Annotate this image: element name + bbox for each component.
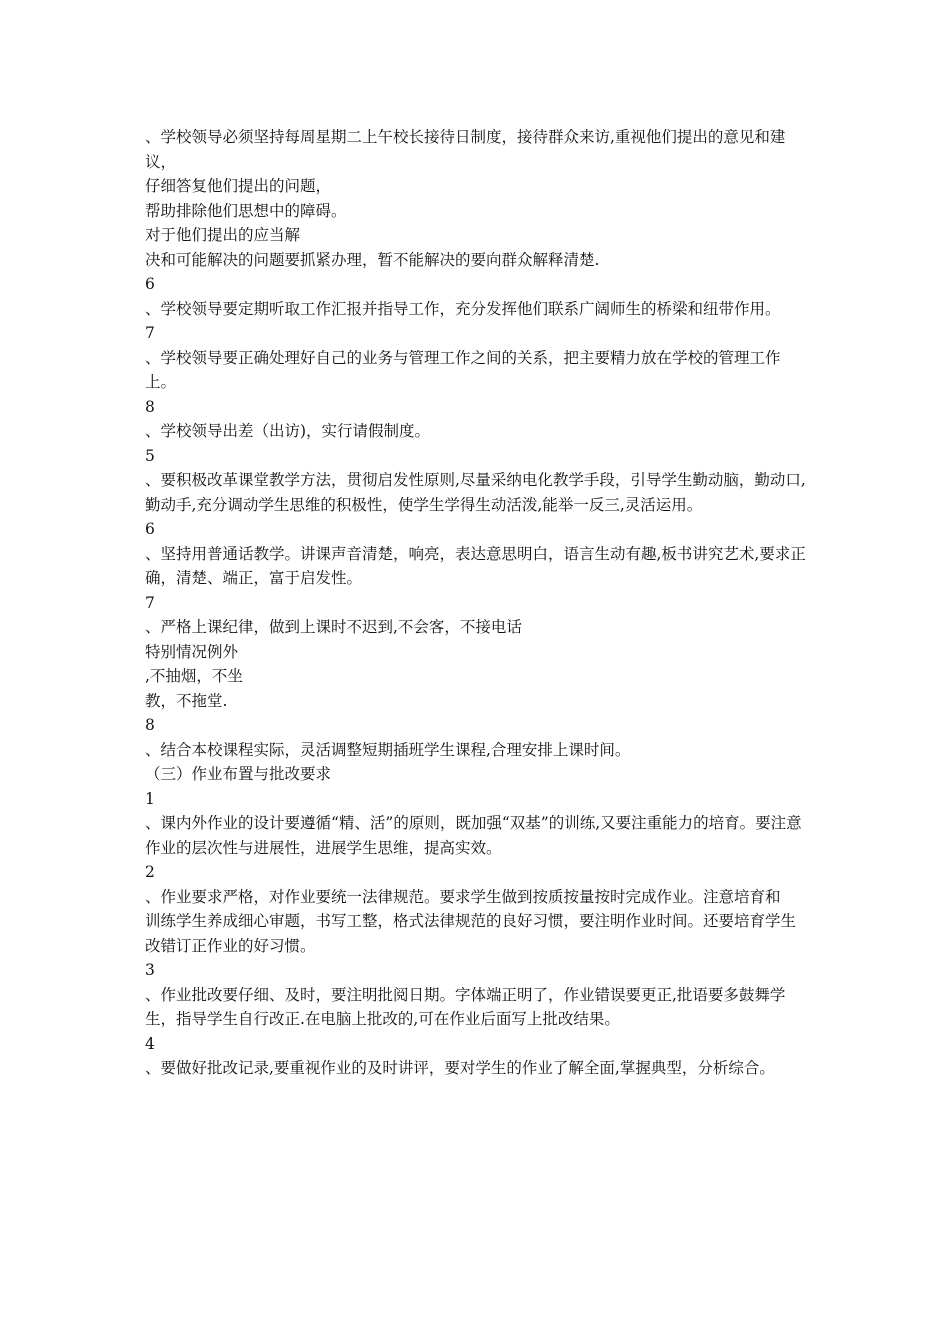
item-number: 8 xyxy=(145,397,155,416)
item-number: 5 xyxy=(145,446,155,465)
item-number: 7 xyxy=(145,593,155,612)
item-number: 2 xyxy=(145,863,155,881)
paragraph-line: 决和可能解决的问题要抓紧办理，暂不能解决的要向群众解释清楚. xyxy=(145,250,600,269)
paragraph-line: 、结合本校课程实际，灵活调整短期插班学生课程,合理安排上课时间。 xyxy=(145,740,631,759)
paragraph-line: 、课内外作业的设计要遵循“精、活”的原则，既加强“双基”的训练,又要注重能力的培育。要注意作业的层次性与进展性，进展学生思维，提高实效。 xyxy=(145,814,802,857)
paragraph-line: 特别情况例外 xyxy=(145,642,239,661)
document-body xyxy=(145,125,810,1081)
paragraph-line: 、要做好批改记录,要重视作业的及时讲评，要对学生的作业了解全面,掌握典型，分析综合。 xyxy=(145,1059,775,1077)
paragraph-line: 、学校领导要正确处理好自己的业务与管理工作之间的关系，把主要精力放在学校的管理工作上。 xyxy=(145,348,781,391)
paragraph-line: 、作业要求严格，对作业要统一法律规范。要求学生做到按质按量按时完成作业。注意培育和 xyxy=(145,887,781,906)
paragraph-line: 帮助排除他们思想中的障碍。 xyxy=(145,201,347,220)
item-number: 4 xyxy=(145,1034,155,1053)
paragraph-line: 、作业批改要仔细、及时，要注明批阅日期。字体端正明了，作业错误要更正,批语要多鼓舞学生，指导学生自行改正.在电脑上批改的,可在作业后面写上批改结果。 xyxy=(145,985,786,1028)
paragraph-line: 训练学生养成细心审题，书写工整，格式法律规范的良好习惯，要注明作业时间。还要培育学生 xyxy=(145,912,797,930)
paragraph-line: 、坚持用普通话教学。讲课声音清楚，响亮，表达意思明白，语言生动有趣,板书讲究艺术,要求正确，清楚、端正，富于启发性。 xyxy=(145,544,806,587)
paragraph-line: 、要积极改革课堂教学方法，贯彻启发性原则,尽量采纳电化教学手段，引导学生勤动脑，勤动口,勤动手,充分调动学生思维的积极性，使学生学得生动活泼,能举一反三,灵活运用。 xyxy=(145,471,806,514)
item-number: 6 xyxy=(145,520,155,538)
item-number: 3 xyxy=(145,961,155,979)
item-number: 1 xyxy=(145,789,155,808)
paragraph-line: ,不抽烟，不坐 xyxy=(145,667,243,685)
item-number: 8 xyxy=(145,716,155,734)
section-heading: （三）作业布置与批改要求 xyxy=(145,765,332,783)
paragraph-line: 改错订正作业的好习惯。 xyxy=(145,936,316,955)
paragraph-line: 、学校领导出差（出访)，实行请假制度。 xyxy=(145,422,431,440)
item-number: 6 xyxy=(145,275,155,293)
paragraph-line: 、严格上课纪律，做到上课时不迟到,不会客，不接电话 xyxy=(145,618,522,636)
item-number: 7 xyxy=(145,324,155,342)
paragraph-line: 教，不拖堂. xyxy=(145,691,228,710)
paragraph-line: 、学校领导要定期听取工作汇报并指导工作，充分发挥他们联系广阔师生的桥梁和纽带作用。 xyxy=(145,299,781,318)
paragraph-line: 、学校领导必须坚持每周星期二上午校长接待日制度，接待群众来访,重视他们提出的意见和建议， xyxy=(145,128,786,171)
paragraph-line: 仔细答复他们提出的问题， xyxy=(145,177,332,195)
paragraph-line: 对于他们提出的应当解 xyxy=(145,226,301,244)
